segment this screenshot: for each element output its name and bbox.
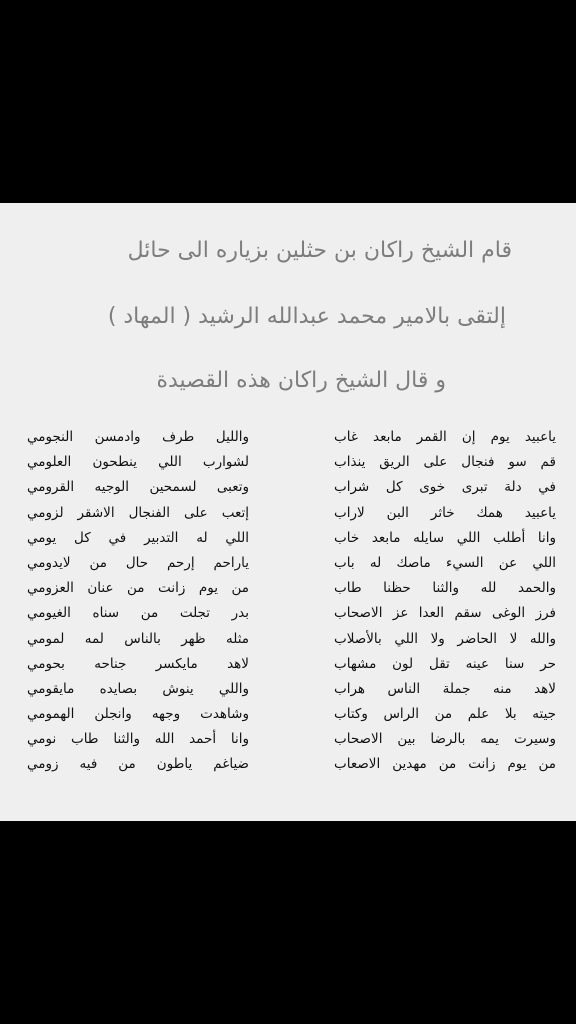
verse-first-half: لاهد منه جملة الناس هراب [334, 680, 556, 697]
verse-second-half: واللي ينوش بصايده مايقومي [27, 680, 249, 697]
verse-second-half: مثله ظهر بالناس لمه لمومي [27, 630, 249, 647]
verse-first-half: ياعبيد يوم إن القمر مابعد غاب [334, 429, 556, 445]
verse-second-half: لشوارب اللي ينطحون العلومي [27, 454, 249, 471]
verse-first-half: من يوم زانت من مهدين الاصعاب [334, 756, 556, 773]
verse-first-half: جيته بلا علم من الراس وكتاب [334, 706, 556, 723]
title-line-2: إلتقى بالامير محمد عبدالله الرشيد ( المهاد ) [107, 304, 506, 329]
verse-second-half: والليل طرف وادمسن النجومي [27, 429, 249, 445]
verse-second-half: لاهد مايكسر جناحه بحومي [27, 655, 249, 672]
verse-first-half: قم سو فنجال على الريق ينذاب [334, 454, 556, 471]
poem-second-halves [27, 425, 249, 778]
verse-first-half: في دلة تبرى خوى كل شراب [334, 479, 556, 496]
verse-first-half: حر سنا عينه تقل لون مشهاب [334, 655, 556, 672]
verse-second-half: بدر تجلت من سناه الغيومي [27, 605, 249, 622]
verse-second-half: وانا أحمد الله والثنا طاب نومي [27, 731, 249, 748]
verse-first-half: والله لا الحاضر ولا اللي بالأصلاب [334, 630, 556, 647]
verse-first-half: ياعبيد همك خاثر البن لاراب [334, 504, 556, 521]
title-line-3: و قال الشيخ راكان هذه القصيدة [156, 368, 446, 393]
verse-first-half: فرز الوغى سقم العدا عز الاصحاب [334, 605, 556, 622]
verse-first-half: والحمد لله والثنا حظنا طاب [334, 580, 556, 597]
poem-first-halves [334, 425, 556, 778]
poem [0, 425, 576, 785]
verse-second-half: وتعبى لسمحين الوجيه القرومي [27, 479, 249, 496]
verse-second-half: إتعب على الفنجال الاشقر لزومي [27, 504, 249, 521]
title-line-1: قام الشيخ راكان بن حثلين بزياره الى حائل [127, 238, 512, 263]
verse-second-half: ياراحم إرحم حال من لايدومي [27, 554, 249, 571]
verse-second-half: اللي له التدبير في كل يومي [27, 529, 249, 546]
verse-first-half: وسيرت يمه بالرضا بين الاصحاب [334, 731, 556, 748]
verse-first-half: اللي عن السيء ماصك له باب [334, 554, 556, 571]
verse-second-half: من يوم زانت من عنان العزومي [27, 580, 249, 597]
verse-first-half: وانا أطلب اللي سايله مابعد خاب [334, 529, 556, 546]
verse-second-half: ضياغم ياطون من فيه زومي [27, 756, 249, 773]
verse-second-half: وشاهدت وجهه وانجلن الهمومي [27, 706, 249, 723]
document-page [0, 203, 576, 821]
